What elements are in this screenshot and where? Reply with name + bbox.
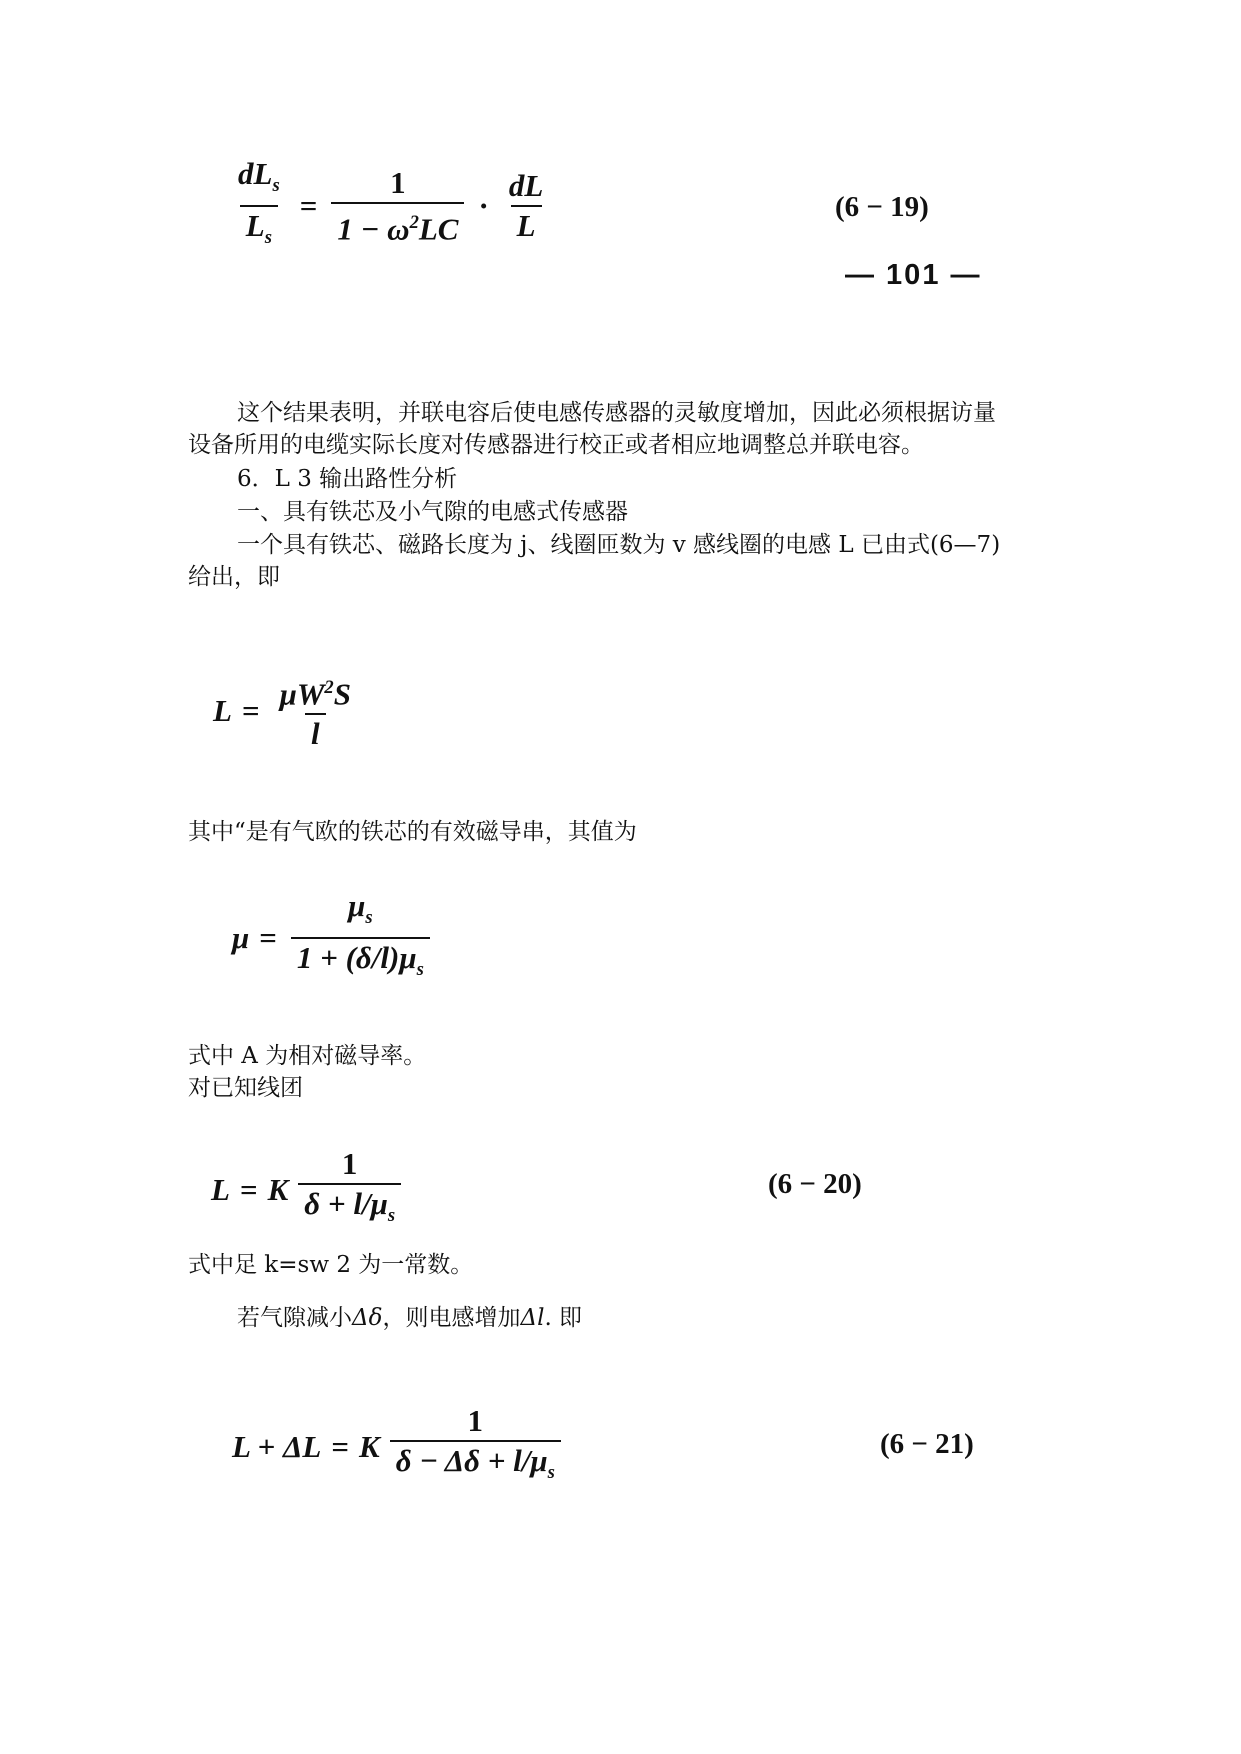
inline-math: Δl bbox=[520, 1305, 545, 1331]
equals-sign: = bbox=[259, 920, 277, 956]
equation-inductance bbox=[213, 672, 361, 750]
fraction-dL-over-L bbox=[503, 170, 549, 242]
eq-text: 1 + (δ/l)μ bbox=[296, 940, 417, 976]
inline-math: Δδ bbox=[352, 1305, 383, 1331]
paragraph-text: ，则电感增加 bbox=[382, 1305, 521, 1331]
eq-subscript: s bbox=[365, 907, 373, 929]
paragraph-text: 若气隙减小 bbox=[237, 1305, 352, 1331]
eq-subscript: s bbox=[547, 1462, 555, 1484]
paragraph-line: 设备所用的电缆实际长度对传感器进行校正或者相应地调整总并联电容。 bbox=[188, 432, 924, 458]
paragraph-line: 其中“是有气欧的铁芯的有效磁导串，其值为 bbox=[188, 819, 637, 845]
eq-superscript: 2 bbox=[409, 212, 419, 234]
eq-text: L bbox=[213, 693, 232, 729]
paragraph-line: 式中 A 为相对磁导率。 bbox=[188, 1043, 427, 1069]
eq-text: μ bbox=[348, 888, 366, 923]
equation-6-20 bbox=[211, 1148, 405, 1232]
eq-subscript: s bbox=[264, 227, 272, 249]
eq-text: μW bbox=[279, 676, 325, 712]
eq-text: 1 bbox=[467, 1403, 484, 1438]
equals-sign: = bbox=[239, 1172, 258, 1208]
eq-text: μ bbox=[232, 920, 250, 956]
eq-text: dL bbox=[238, 156, 273, 191]
equation-6-19 bbox=[228, 158, 553, 254]
fraction-mus-over-denominator bbox=[291, 890, 430, 986]
equals-sign: = bbox=[241, 693, 260, 729]
eq-text: δ + l/μ bbox=[304, 1186, 388, 1221]
eq-subscript: s bbox=[387, 1205, 396, 1227]
equation-number-6-20: (6 − 20) bbox=[768, 1168, 862, 1200]
eq-text: dL bbox=[508, 168, 544, 204]
paragraph-line: 对已知线团 bbox=[188, 1075, 303, 1101]
eq-text: LC bbox=[418, 211, 459, 247]
fraction-1-over-delta-plus-l-over-mus bbox=[298, 1148, 401, 1232]
paragraph-line: 这个结果表明，并联电容后使电感传感器的灵敏度增加，因此必须根据访量 bbox=[237, 400, 996, 426]
eq-text: L bbox=[245, 208, 265, 244]
equals-sign: = bbox=[331, 1429, 349, 1465]
paragraph-line: 给出，即 bbox=[188, 564, 280, 590]
dot-operator: · bbox=[478, 188, 489, 224]
eq-text: L + ΔL bbox=[232, 1429, 322, 1465]
eq-text: L bbox=[511, 205, 542, 242]
paragraph-text: . 即 bbox=[544, 1305, 583, 1331]
eq-text: 1 bbox=[390, 165, 406, 201]
eq-text: K bbox=[267, 1172, 289, 1208]
section-heading: 6．L 3 输出路性分析 bbox=[237, 466, 458, 492]
equation-6-21 bbox=[232, 1405, 565, 1489]
eq-superscript: 2 bbox=[324, 677, 334, 698]
paragraph-line bbox=[237, 1303, 582, 1333]
eq-text: S bbox=[333, 676, 351, 712]
fraction-1-over-1-minus-w2LC bbox=[331, 167, 464, 245]
paragraph-line: 式中足 k=sw 2 为一常数。 bbox=[188, 1252, 474, 1278]
eq-subscript: s bbox=[416, 959, 424, 981]
paragraph-line: 一个具有铁芯、磁路长度为 j、线圈匝数为 v 感线圈的电感 L 已由式(6—7) bbox=[237, 532, 1001, 558]
equation-number-6-19: (6 − 19) bbox=[835, 191, 929, 223]
page-number: — 101 — bbox=[845, 259, 982, 291]
eq-text: L bbox=[211, 1172, 230, 1208]
eq-text: 1 − ω bbox=[337, 211, 410, 247]
fraction-muW2S-over-l bbox=[274, 672, 357, 750]
equation-effective-permeability bbox=[232, 890, 434, 986]
eq-text: 1 bbox=[341, 1146, 358, 1181]
equation-number-6-21: (6 − 21) bbox=[880, 1428, 974, 1460]
eq-subscript: s bbox=[272, 175, 280, 197]
subsection-heading: 一、具有铁芯及小气隙的电感式传感器 bbox=[237, 499, 628, 525]
eq-text: K bbox=[359, 1429, 380, 1465]
fraction-1-over-delta-minus-ddelta-plus-l-over-mus bbox=[390, 1405, 561, 1489]
equals-sign: = bbox=[299, 188, 318, 224]
fraction-dLs-over-Ls bbox=[232, 158, 286, 254]
eq-text: l bbox=[305, 713, 326, 750]
eq-text: δ − Δδ + l/μ bbox=[395, 1443, 548, 1478]
